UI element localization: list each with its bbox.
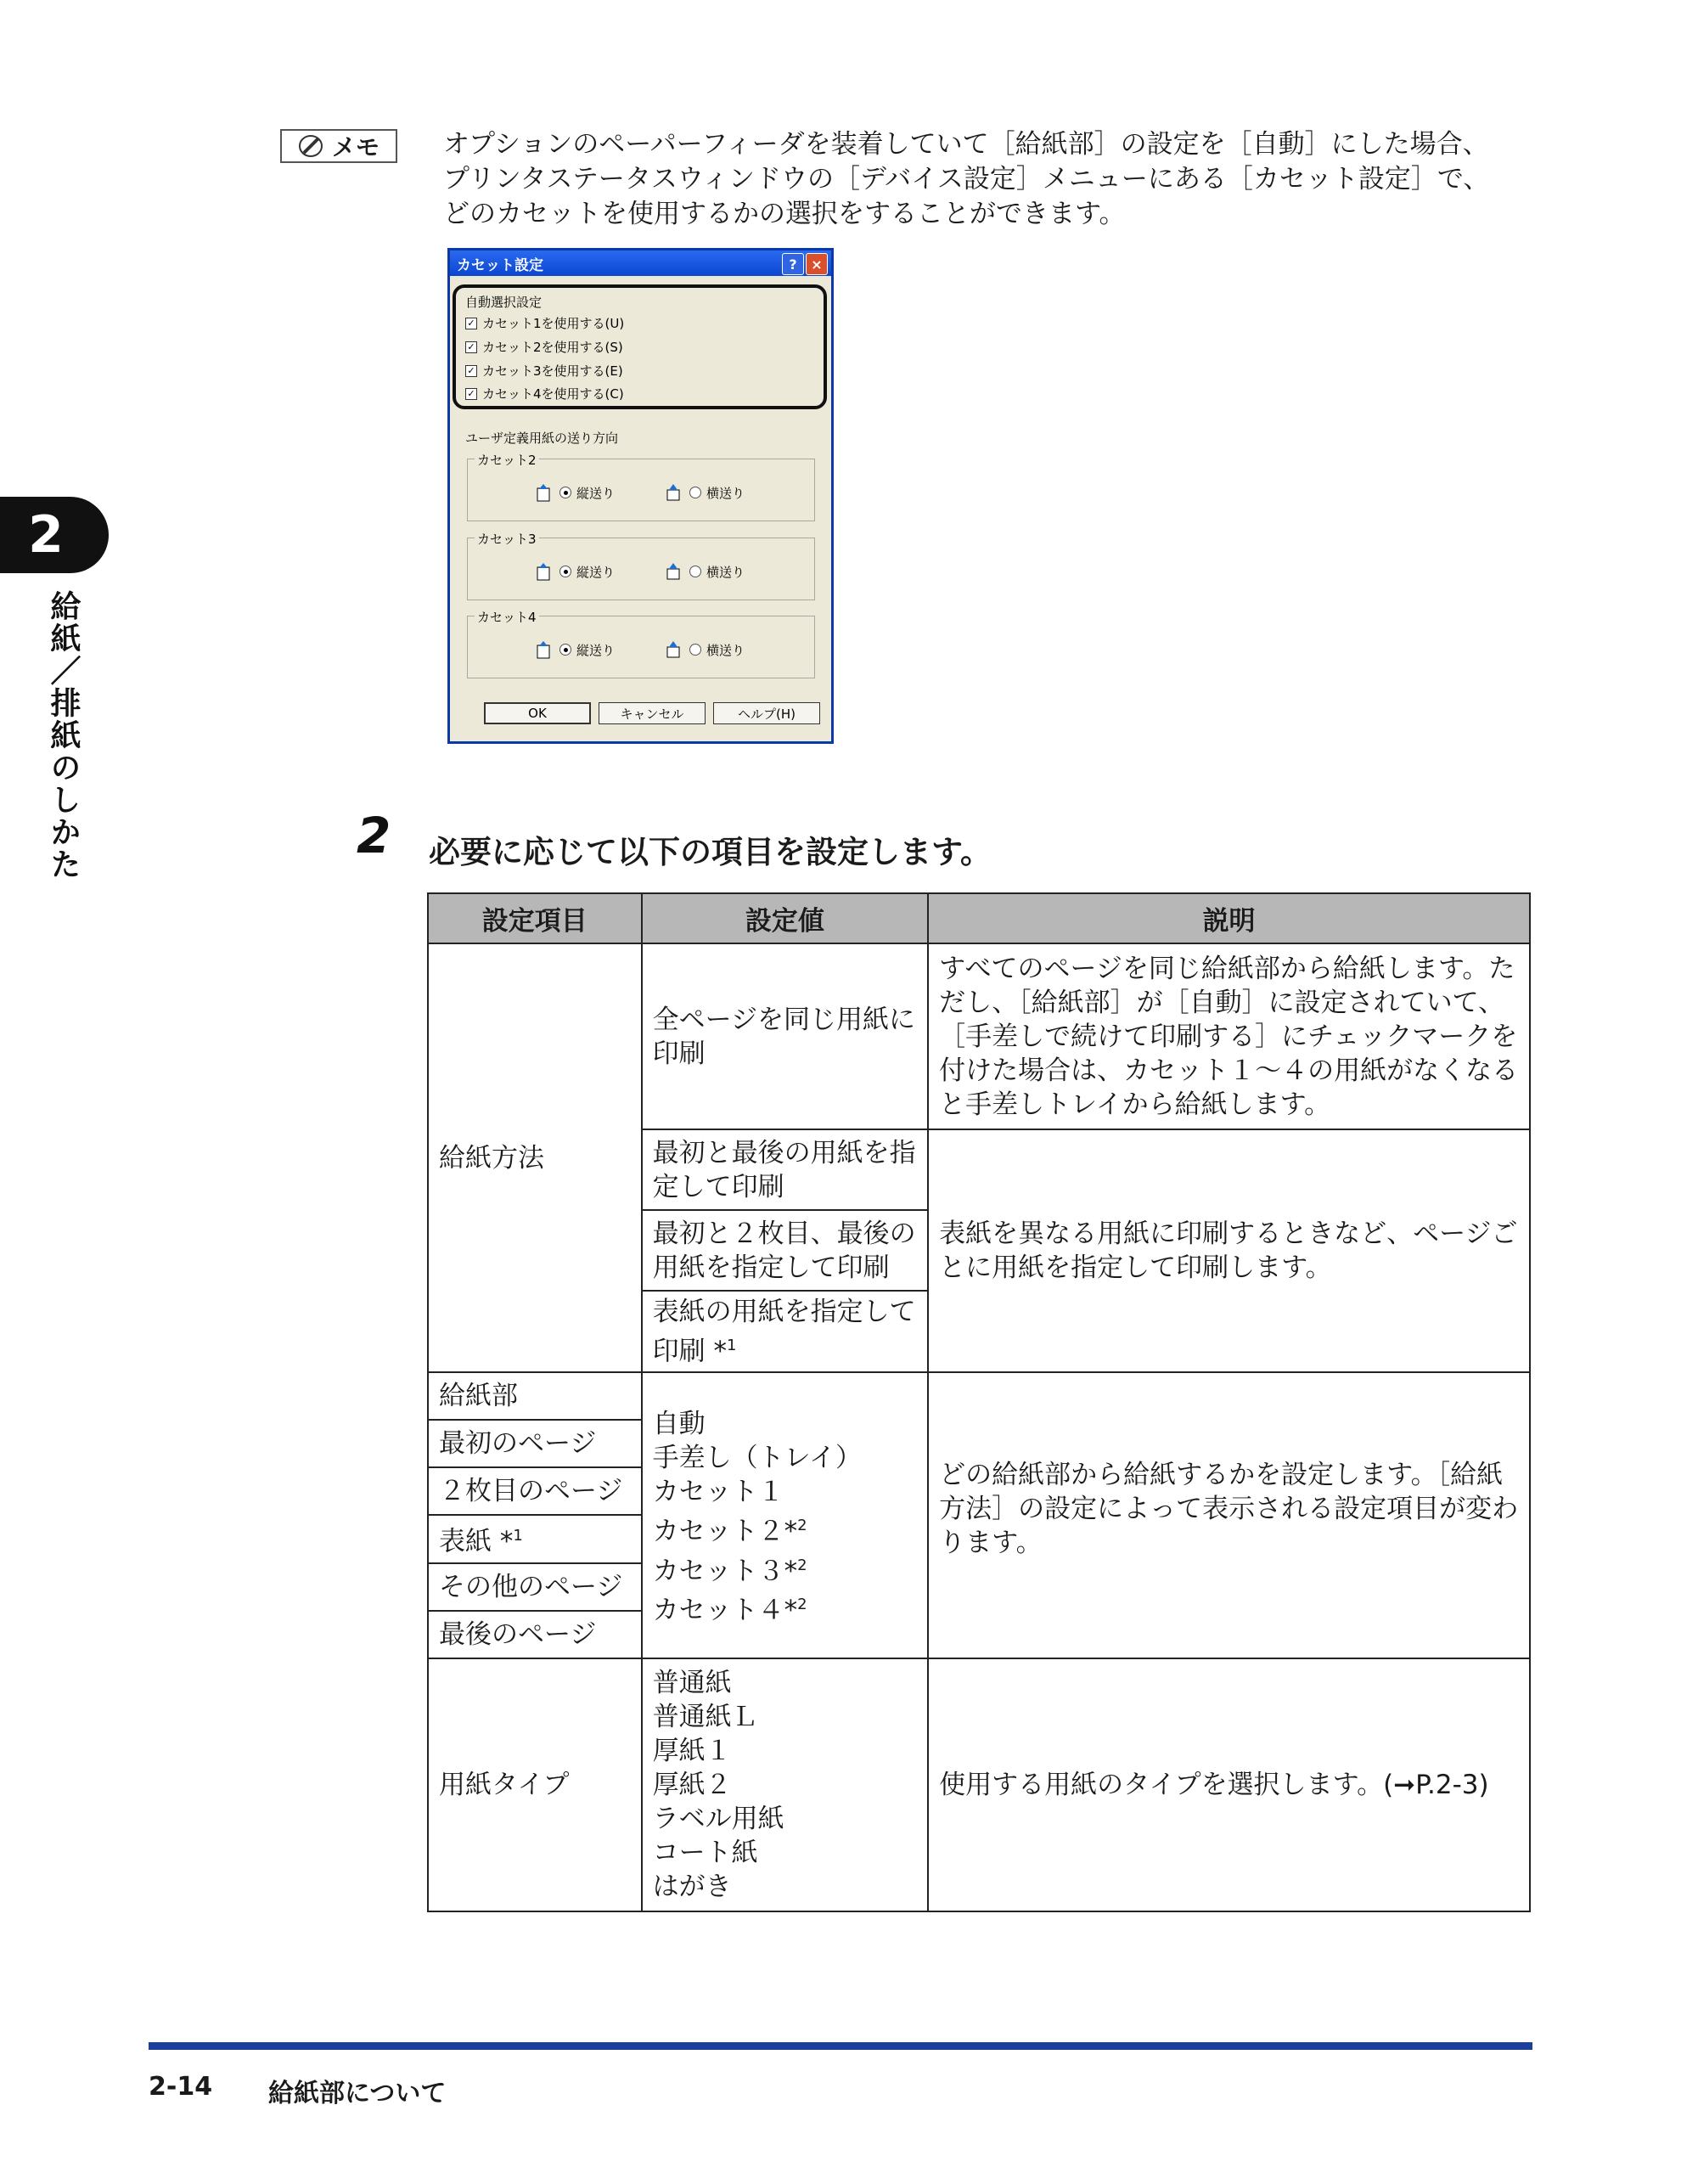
item-source: 給紙部 — [428, 1372, 642, 1420]
dialog-title: カセット設定 — [457, 256, 543, 274]
landscape-feed-icon — [666, 640, 681, 659]
portrait-feed-icon — [536, 562, 551, 581]
value-same-paper: 全ページを同じ用紙に印刷 — [642, 943, 929, 1129]
cassette-settings-dialog — [447, 248, 834, 744]
value-first-last: 最初と最後の用紙を指定して印刷 — [642, 1129, 929, 1210]
chapter-tab: 2 — [0, 497, 109, 573]
table-row — [428, 1372, 1530, 1420]
landscape-feed-icon — [666, 483, 681, 502]
item-paper-type: 用紙タイプ — [428, 1658, 642, 1911]
footer-section-title: 給紙部について — [268, 2079, 447, 2108]
pencil-icon — [298, 133, 325, 159]
radio-portrait[interactable] — [559, 644, 571, 656]
header-description: 説明 — [928, 893, 1530, 943]
source-values: 自動 手差し（トレイ） カセット１ カセット２*$^2$ カセット３*$^2$ カセット４*$^2$ — [642, 1372, 929, 1658]
group-cassette-3: カセット3 縦送り 横送り — [467, 538, 815, 600]
table-row — [428, 1658, 1530, 1911]
item-cover: 表紙 *$^1$ — [428, 1515, 642, 1562]
dialog-titlebar — [450, 250, 831, 276]
help-icon[interactable]: ? — [782, 253, 804, 275]
footer-divider — [149, 2042, 1532, 2050]
header-item: 設定項目 — [428, 893, 642, 943]
auto-select-label: 自動選択設定 — [465, 295, 543, 310]
item-last-page: 最後のページ — [428, 1611, 642, 1658]
close-icon[interactable]: × — [806, 253, 828, 275]
radio-landscape[interactable] — [689, 487, 701, 498]
checkbox-cassette-4[interactable]: ✓ カセット4を使用する(C) — [465, 385, 624, 402]
portrait-feed-icon — [536, 483, 551, 502]
checkbox-cassette-3[interactable]: ✓ カセット3を使用する(E) — [465, 362, 623, 380]
page-number: 2-14 — [149, 2072, 213, 2102]
radio-landscape[interactable] — [689, 644, 701, 656]
item-first-page: 最初のページ — [428, 1420, 642, 1467]
memo-badge — [280, 129, 397, 163]
chapter-title: 給紙／排紙のしかた — [46, 590, 81, 881]
settings-table — [427, 892, 1531, 1912]
value-cover: 表紙の用紙を指定して印刷 *$^1$ — [642, 1291, 929, 1372]
paper-type-description: 使用する用紙のタイプを選択します。(➞P.2-3) — [928, 1658, 1530, 1911]
header-value: 設定値 — [642, 893, 929, 943]
radio-portrait[interactable] — [559, 566, 571, 577]
memo-text: オプションのペーパーフィーダを装着していて［給紙部］の設定を［自動］にした場合、プリンタステータスウィンドウの［デバイス設定］メニューにある［カセット設定］で、どのカセットを使用するかの選択をすることができます。 — [443, 129, 1490, 229]
item-feed-method: 給紙方法 — [428, 943, 642, 1372]
table-row — [428, 943, 1530, 1129]
help-button[interactable]: ヘルプ(H) — [713, 702, 820, 724]
item-other-pages: その他のページ — [428, 1563, 642, 1611]
landscape-feed-icon — [666, 562, 681, 581]
feed-direction-label: ユーザ定義用紙の送り方向 — [465, 431, 619, 446]
paper-type-values: 普通紙 普通紙Ｌ 厚紙１ 厚紙２ ラベル用紙 コート紙 はがき — [642, 1658, 929, 1911]
checkbox-cassette-2[interactable]: ✓ カセット2を使用する(S) — [465, 338, 623, 356]
step-heading: 必要に応じて以下の項目を設定します。 — [429, 834, 992, 870]
table-header-row — [428, 893, 1530, 943]
ok-button[interactable]: OK — [484, 702, 591, 724]
radio-portrait[interactable] — [559, 487, 571, 498]
cancel-button[interactable]: キャンセル — [599, 702, 706, 724]
item-second-page: ２枚目のページ — [428, 1467, 642, 1515]
radio-landscape[interactable] — [689, 566, 701, 577]
group-cassette-2: カセット2 縦送り 横送り — [467, 459, 815, 521]
desc-same-paper: すべてのページを同じ給紙部から給紙します。ただし、［給紙部］が［自動］に設定されていて、［手差しで続けて印刷する］にチェックマークを付けた場合は、カセット１～４の用紙がなくなると手差しトレイから給紙します。 — [928, 943, 1530, 1129]
group-cassette-4: カセット4 縦送り 横送り — [467, 616, 815, 678]
source-description: どの給紙部から給紙するかを設定します。［給紙方法］の設定によって表示される設定項目が変わります。 — [928, 1372, 1530, 1658]
memo-label: メモ — [331, 133, 380, 161]
checkbox-cassette-1[interactable]: ✓ カセット1を使用する(U) — [465, 314, 624, 332]
step-number: 2 — [357, 807, 391, 864]
desc-per-page: 表紙を異なる用紙に印刷するときなど、ページごとに用紙を指定して印刷します。 — [928, 1129, 1530, 1372]
value-first-second-last: 最初と２枚目、最後の用紙を指定して印刷 — [642, 1210, 929, 1291]
portrait-feed-icon — [536, 640, 551, 659]
